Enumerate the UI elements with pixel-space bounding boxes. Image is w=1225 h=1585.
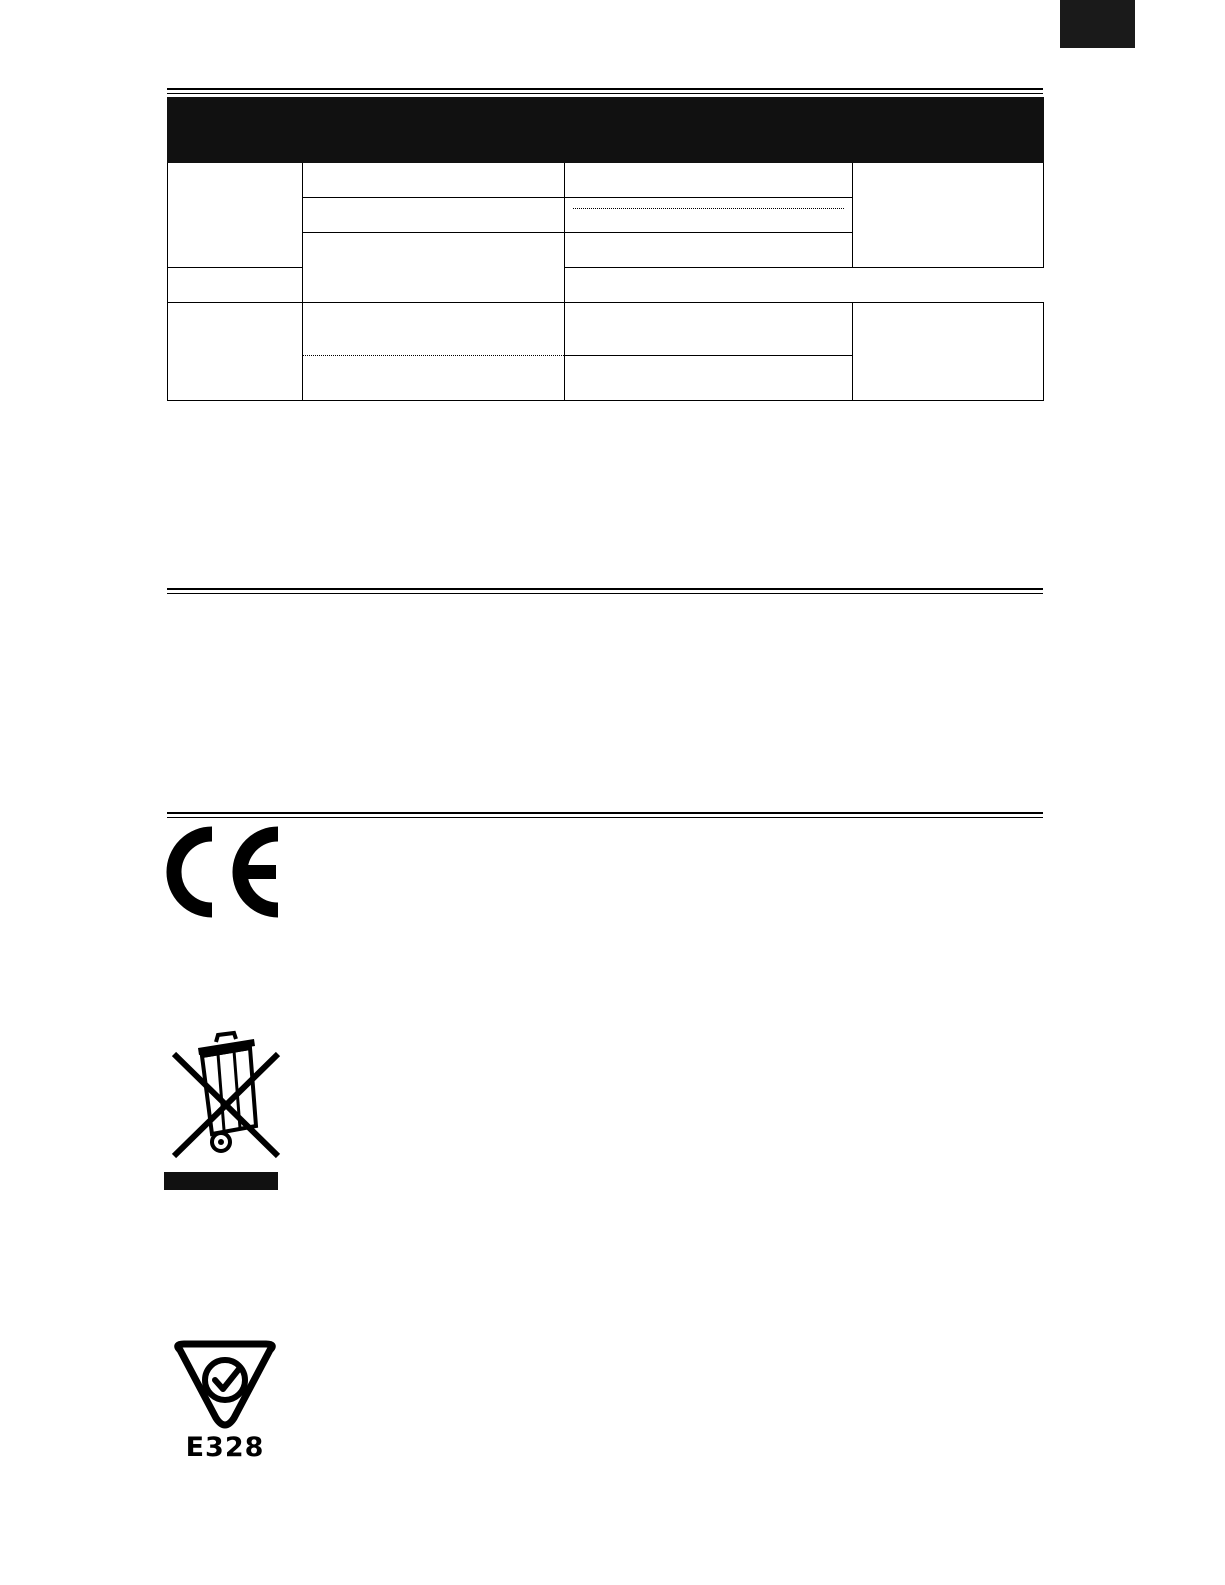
table-cell bbox=[565, 163, 853, 198]
rcm-supplier-code: E328 bbox=[185, 1432, 265, 1463]
table-cell-group-note-2 bbox=[853, 303, 1044, 401]
table-cell bbox=[303, 198, 565, 233]
table-cell-group-1 bbox=[168, 163, 303, 268]
crossed-out-wheelie-bin-icon bbox=[164, 1030, 288, 1190]
table-row bbox=[168, 163, 1044, 198]
table-row bbox=[168, 303, 1044, 356]
section-1-block bbox=[167, 610, 1043, 614]
table-cell bbox=[303, 303, 565, 356]
table-cell bbox=[168, 268, 303, 303]
table-row bbox=[168, 268, 1044, 303]
rcm-section-block bbox=[300, 1342, 1040, 1346]
ce-section-block bbox=[300, 828, 1040, 832]
table-header-row bbox=[168, 98, 1044, 163]
table-cell-dotted-divider bbox=[573, 208, 844, 213]
table-cell bbox=[303, 163, 565, 198]
table-header-title bbox=[168, 98, 1044, 163]
specification-table bbox=[167, 97, 1044, 401]
table-cell-dotted-split bbox=[565, 198, 853, 233]
weee-solid-bar bbox=[164, 1172, 278, 1190]
ce-mark-icon bbox=[166, 826, 286, 918]
table-cell-group-2 bbox=[168, 303, 303, 401]
table-cell bbox=[565, 356, 853, 401]
page-corner-tab bbox=[1060, 0, 1135, 48]
specification-table-wrapper bbox=[167, 88, 1043, 401]
table-cell bbox=[565, 233, 853, 268]
table-cell bbox=[565, 303, 853, 356]
table-cell-group-note-1 bbox=[853, 163, 1044, 268]
table-cell bbox=[303, 233, 565, 303]
table-top-rule bbox=[167, 88, 1043, 94]
section-divider-rule-2 bbox=[167, 812, 1043, 818]
weee-section-block bbox=[300, 1032, 1040, 1036]
rcm-tick-mark-icon bbox=[160, 1340, 290, 1465]
table-cell bbox=[303, 356, 565, 401]
section-divider-rule-1 bbox=[167, 588, 1043, 594]
